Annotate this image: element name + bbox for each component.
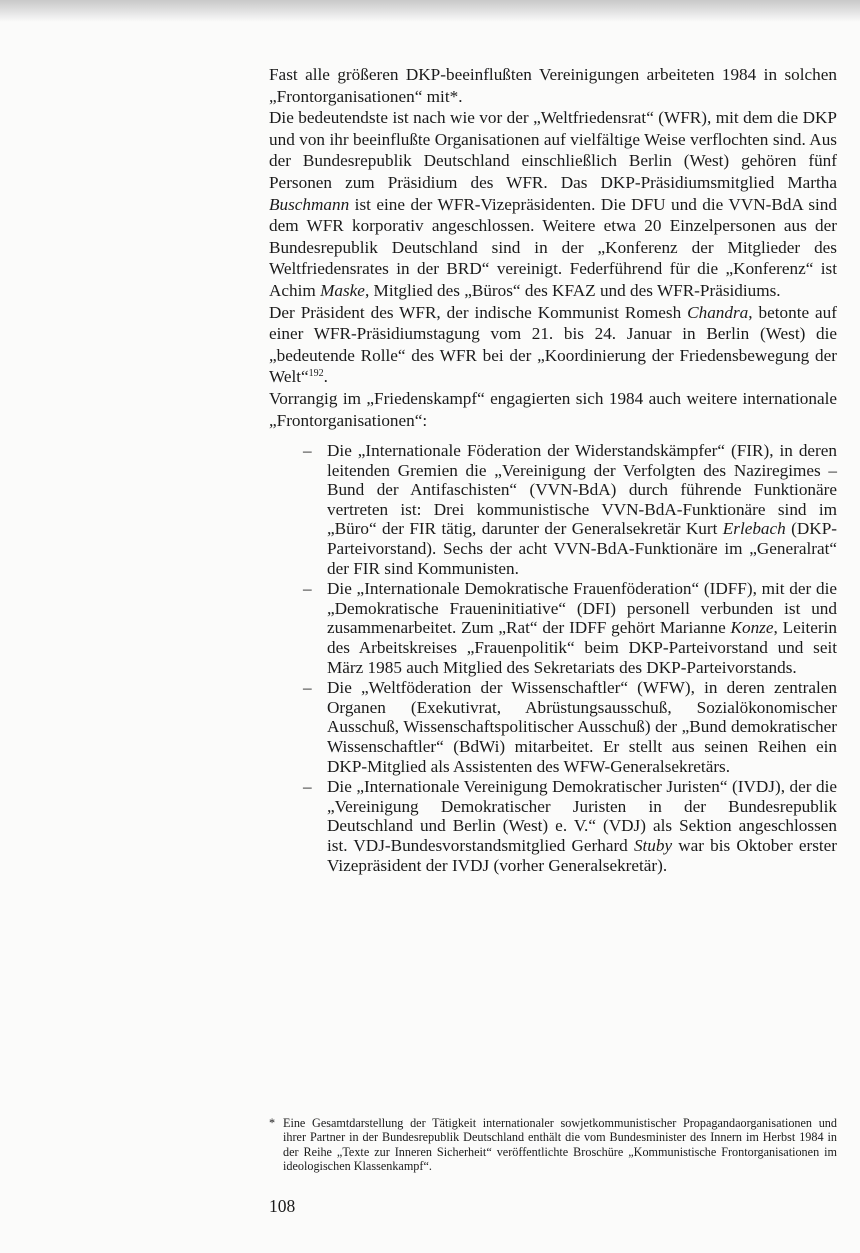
footnote: [269, 1116, 837, 1174]
page-body: [269, 64, 837, 876]
page-number: 108: [269, 1196, 296, 1216]
paragraph: [269, 64, 837, 107]
text-run: .: [323, 367, 328, 387]
list-item-text: [327, 441, 837, 578]
list-dash: –: [303, 441, 312, 461]
text-run: Die „Weltföderation der Wissenschaftler“ (WFW), in deren zentralen Organen (Exekutivrat, Abrüstungsausschuß, Sozialökonomischer Ausschuß, Wissenschaftspolitischer Ausschuß) der „Bund demokratischer Wissenschaftler“ (BdWi) mitarbeitet. Er stellt aus seinen Reihen ein DKP-Mitglied als Assistenten des WFW-Generalsekretärs.: [327, 678, 837, 776]
list-dash: –: [303, 579, 312, 599]
text-run: ist eine der WFR-Vizepräsidenten. Die DFU und die VVN-BdA sind dem WFR korporativ angeschlossen. Weitere etwa 20 Einzelpersonen aus der Bundesrepublik Deutschland sind in der „Konferenz der Mitglieder des Weltfriedensrates in der BRD“ vereinigt. Federführend für die „Konferenz“ ist Achim: [269, 194, 837, 300]
list-item: [303, 678, 837, 776]
text-run: Die „Internationale Vereinigung Demokratischer Juristen“ (IVDJ), der die „Vereinigung Demokratischer Juristen in der Bundesrepublik Deutschland und Berlin (West) e. V.“ (VDJ) als Sektion angeschlossen ist. VDJ-Bundesvorstandsmitglied Gerhard: [327, 777, 837, 855]
list-item-text: [327, 777, 837, 874]
list-item-text: [327, 678, 837, 775]
text-run: (DKP-Parteivorstand). Sechs der acht VVN-BdA-Funktionäre im „Generalrat“ der FIR sind Kommunisten.: [327, 519, 837, 578]
italic-name: Erlebach: [722, 519, 786, 539]
scan-top-edge: [0, 0, 860, 22]
italic-name: Stuby: [633, 835, 673, 855]
text-run: , Leiterin des Arbeitskreises „Frauenpolitik“ beim DKP-Parteivorstand und seit März 1985 auch Mitglied des Sekretariats des DKP-Parteivorstands.: [327, 618, 837, 677]
organisation-list: [269, 441, 837, 875]
italic-name: Konze: [730, 618, 774, 638]
paragraph: [269, 107, 837, 301]
list-dash: –: [303, 678, 312, 698]
body-text: [269, 64, 837, 431]
text-run: Die „Internationale Föderation der Widerstandskämpfer“ (FIR), in deren leitenden Gremien die „Vereinigung der Verfolgten des Naziregimes – Bund der Antifaschisten“ (VVN-BdA) durch führende Funktionäre vertreten ist: Drei kommunistische VVN-BdA-Funktionäre sind im „Büro“ der FIR tätig, darunter der Generalsekretär Kurt: [327, 441, 837, 539]
text-run: Die „Internationale Demokratische Frauenföderation“ (IDFF), mit der die „Demokratische Fraueninitiative“ (DFI) personell verbunden ist und zusammenarbeitet. Zum „Rat“ der IDFF gehört Marianne: [327, 579, 837, 638]
paragraph: [269, 388, 837, 431]
italic-name: Chandra: [687, 302, 749, 322]
paragraph: [269, 302, 837, 388]
list-item: [303, 579, 837, 677]
text-run: , betonte auf einer WFR-Präsidiumstagung vom 21. bis 24. Januar in Berlin (West) die „bedeutende Rolle“ des WFR bei der „Koordinierung der Friedensbewegung der Welt“: [269, 302, 837, 387]
list-dash: –: [303, 777, 312, 797]
footnote-marker: *: [269, 1116, 276, 1130]
text-run: Der Präsident des WFR, der indische Kommunist Romesh: [269, 302, 688, 322]
text-run: Die bedeutendste ist nach wie vor der „Weltfriedensrat“ (WFR), mit dem die DKP und von ihr beeinflußte Organisationen auf vielfältige Weise verflochten sind. Aus der Bundesrepublik Deutschland einschließlich Berlin (West) gehören fünf Personen zum Präsidium des WFR. Das DKP-Präsidiumsmitglied Martha: [269, 108, 837, 192]
text-run: Vorrangig im „Friedenskampf“ engagierten sich 1984 auch weitere internationale „Frontorganisationen“:: [269, 388, 837, 430]
footnote-text: Eine Gesamtdarstellung der Tätigkeit internationaler sowjetkommunistischer Propagandaorganisationen und ihrer Partner in der Bundesrepublik Deutschland enthält die vom Bundesminister des Innern im Herbst 1984 in der Reihe „Texte zur Inneren Sicherheit“ veröffentlichte Broschüre „Kommunistische Frontorganisationen im ideologischen Klassenkampf“.: [283, 1116, 837, 1174]
list-item: [303, 777, 837, 875]
list-item: [303, 441, 837, 578]
text-run: , Mitglied des „Büros“ des KFAZ und des WFR-Präsidiums.: [364, 280, 781, 300]
text-run: Fast alle größeren DKP-beeinflußten Vereinigungen arbeiteten 1984 in solchen „Frontorganisationen“ mit*.: [269, 65, 837, 106]
text-run: war bis Oktober erster Vizepräsident der IVDJ (vorher Generalsekretär).: [327, 835, 838, 875]
list-item-text: [327, 579, 837, 676]
footnote-reference: 192: [308, 368, 324, 380]
italic-name: Maske: [320, 280, 365, 300]
italic-name: Buschmann: [269, 194, 350, 214]
